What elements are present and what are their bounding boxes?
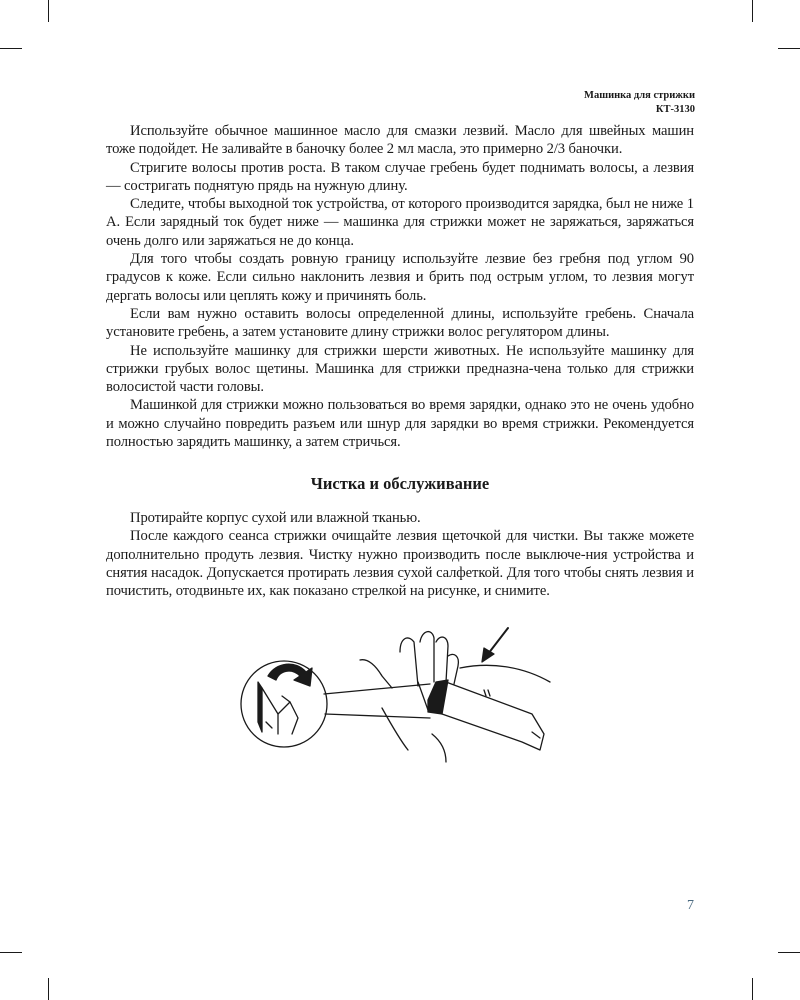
section-title: Чистка и обслуживание bbox=[310, 474, 490, 493]
blade-removal-illustration bbox=[232, 622, 562, 767]
crop-mark bbox=[0, 952, 22, 953]
blade-detail-icon bbox=[258, 682, 298, 734]
page-number: 7 bbox=[687, 898, 694, 913]
paragraph: Стригите волосы против роста. В таком случае гребень будет поднимать волосы, а лезвия — состригать поднятую прядь на нужную длину. bbox=[106, 159, 694, 194]
crop-mark bbox=[752, 0, 753, 22]
crop-mark bbox=[778, 952, 800, 953]
diagonal-arrow-icon bbox=[488, 628, 508, 654]
paragraph: Для того чтобы создать ровную границу используйте лезвие без гребня под углом 90 градусов к коже. Если сильно наклонить лезвия и брить под острым углом, то лезвия могут дергать волосы или цеплять кожу и причинять боль. bbox=[106, 251, 694, 304]
running-header bbox=[584, 89, 695, 117]
paragraph: Не используйте машинку для стрижки шерсти животных. Не используйте машинку для стрижки грубых волос щетины. Машинка для стрижки предназна-чена только для стрижки волосистой части головы. bbox=[106, 342, 694, 396]
paragraph: Если вам нужно оставить волосы определенной длины, используйте гребень. Сначала установите гребень, а затем установите длину стрижки волос регулятором длины. bbox=[106, 305, 694, 341]
header-title: Машинка для стрижки bbox=[584, 90, 695, 101]
crop-mark bbox=[48, 0, 49, 22]
paragraph: Используйте обычное машинное масло для смазки лезвий. Масло для швейных машин тоже подойдет. Не заливайте в баночку более 2 мл масла, это примерно 2/3 баночки. bbox=[106, 123, 694, 158]
crop-mark bbox=[778, 48, 800, 49]
paragraph: Протирайте корпус сухой или влажной тканью. bbox=[130, 510, 421, 526]
paragraph: После каждого сеанса стрижки очищайте лезвия щеточкой для чистки. Вы также можете дополнительно продуть лезвия. Чистку нужно производить после выключе-ния устройства и снятия насадок. Допускается протирать лезвия сухой салфеткой. Для того чтобы снять лезвия и почистить, отодвиньте их, как показано стрелкой на рисунке, и снимите. bbox=[106, 528, 694, 600]
crop-mark bbox=[752, 978, 753, 1000]
paragraph: Следите, чтобы выходной ток устройства, от которого производится зарядка, был не ниже 1 А. Если зарядный ток будет ниже — машинка для стрижки может не заряжаться, заряжаться очень долго или заряжаться не до конца. bbox=[106, 196, 694, 249]
connector-line bbox=[325, 714, 430, 718]
connector-line bbox=[324, 684, 430, 694]
crop-mark bbox=[48, 978, 49, 1000]
section-text bbox=[106, 509, 694, 600]
body-text bbox=[106, 122, 694, 451]
magnifier-circle bbox=[241, 661, 327, 747]
paragraph: Машинкой для стрижки можно пользоваться во время зарядки, однако это не очень удобно и можно случайно повредить разъем или шнур для зарядки во время стрижки. Рекомендуется полностью зарядить машинку, а затем стричься. bbox=[106, 397, 694, 451]
crop-mark bbox=[0, 48, 22, 49]
header-model: КТ-3130 bbox=[655, 104, 695, 115]
